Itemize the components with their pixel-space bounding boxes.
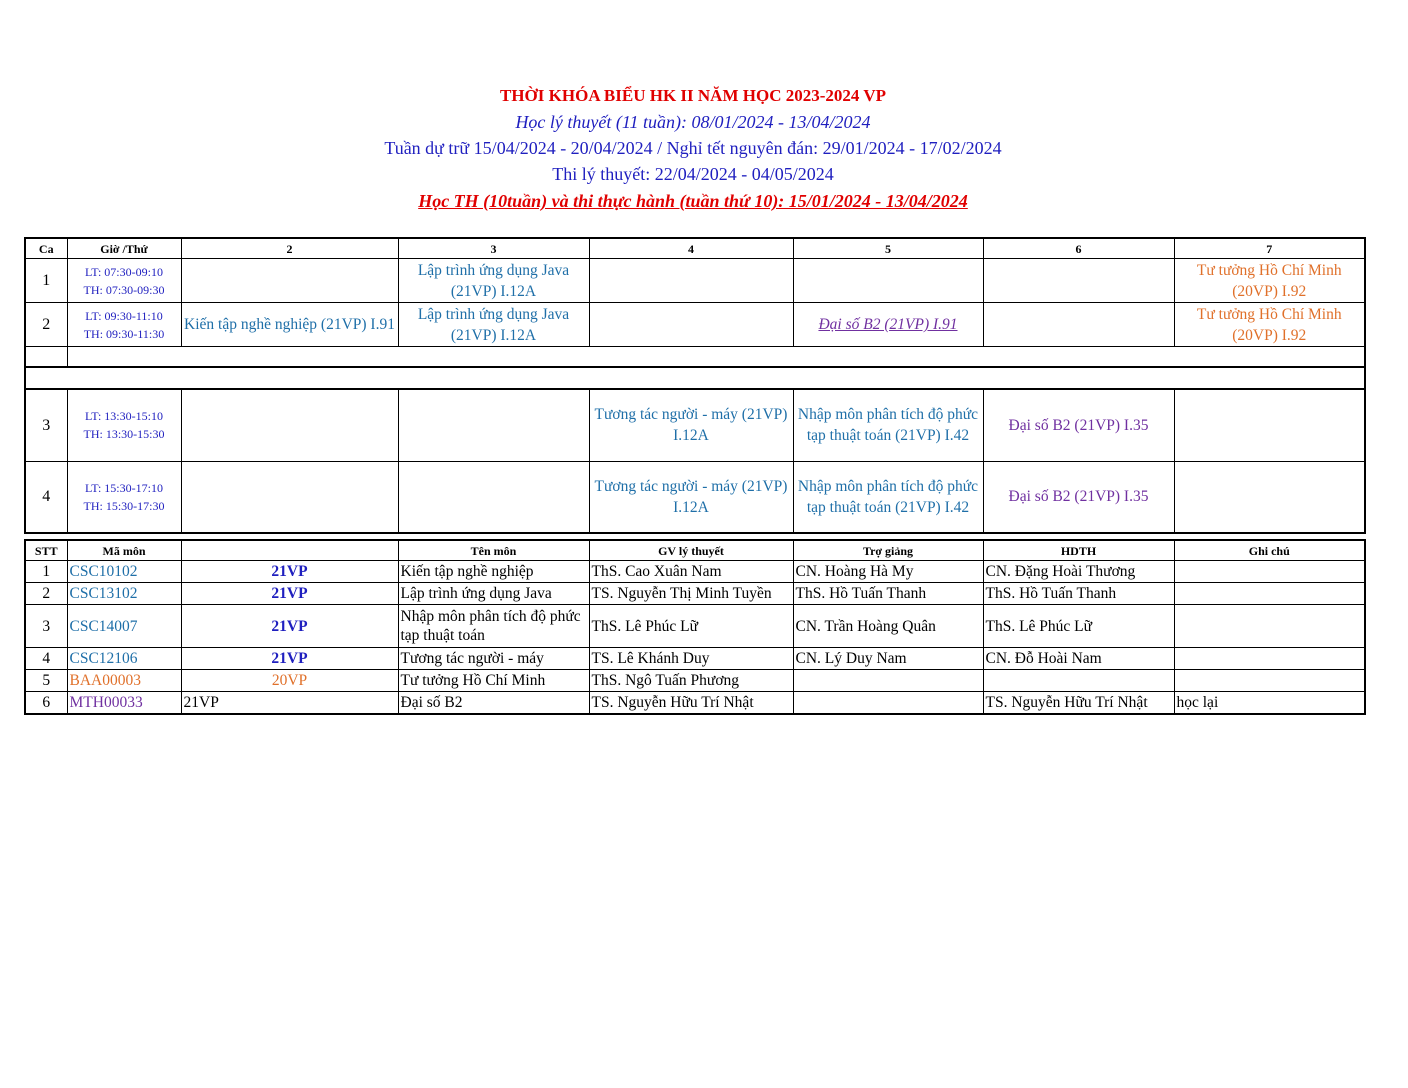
cell-day7 bbox=[1174, 389, 1365, 461]
col-class-header bbox=[181, 540, 398, 561]
subject-note bbox=[1174, 670, 1365, 692]
subject-lab bbox=[983, 670, 1174, 692]
col-day7-header: 7 bbox=[1174, 238, 1365, 259]
cell-day6: Đại số B2 (21VP) I.35 bbox=[983, 389, 1174, 461]
subject-lab: CN. Đặng Hoài Thương bbox=[983, 561, 1174, 583]
cell-day3: Lập trình ứng dụng Java (21VP) I.12A bbox=[398, 259, 589, 303]
subject-lab: ThS. Hồ Tuấn Thanh bbox=[983, 583, 1174, 605]
subject-row bbox=[25, 692, 1365, 715]
subject-name: Lập trình ứng dụng Java bbox=[398, 583, 589, 605]
subjects-header bbox=[25, 540, 1365, 561]
cell-day5: Nhập môn phân tích độ phức tạp thuật toán (21VP) I.42 bbox=[793, 389, 983, 461]
subject-lab: ThS. Lê Phúc Lữ bbox=[983, 605, 1174, 648]
ca-number: 3 bbox=[25, 389, 67, 461]
subject-note: học lại bbox=[1174, 692, 1365, 715]
col-day2-header: 2 bbox=[181, 238, 398, 259]
cell-day6 bbox=[983, 259, 1174, 303]
time-slot: LT: 07:30-09:10 TH: 07:30-09:30 bbox=[67, 259, 181, 303]
subject-lecturer: ThS. Lê Phúc Lữ bbox=[589, 605, 793, 648]
col-day5-header: 5 bbox=[793, 238, 983, 259]
subject-row bbox=[25, 670, 1365, 692]
subject-code: CSC13102 bbox=[67, 583, 181, 605]
subject-ta: ThS. Hồ Tuấn Thanh bbox=[793, 583, 983, 605]
subject-class: 21VP bbox=[181, 583, 398, 605]
subject-row bbox=[25, 605, 1365, 648]
subject-lecturer: TS. Nguyễn Hữu Trí Nhật bbox=[589, 692, 793, 715]
col-lecturer-header: GV lý thuyết bbox=[589, 540, 793, 561]
col-day4-header: 4 bbox=[589, 238, 793, 259]
subject-ta: CN. Hoàng Hà My bbox=[793, 561, 983, 583]
subject-code: BAA00003 bbox=[67, 670, 181, 692]
subject-lecturer: TS. Lê Khánh Duy bbox=[589, 648, 793, 670]
subject-stt: 6 bbox=[25, 692, 67, 715]
col-ta-header: Trợ giảng bbox=[793, 540, 983, 561]
subject-lecturer: ThS. Ngô Tuấn Phương bbox=[589, 670, 793, 692]
subject-code: CSC12106 bbox=[67, 648, 181, 670]
subject-class: 21VP bbox=[181, 692, 398, 715]
subject-stt: 1 bbox=[25, 561, 67, 583]
cell-day4: Tương tác người - máy (21VP) I.12A bbox=[589, 389, 793, 461]
subject-name: Nhập môn phân tích độ phức tạp thuật toán bbox=[398, 605, 589, 648]
reserve-holiday-period: Tuần dự trữ 15/04/2024 - 20/04/2024 / Nghỉ tết nguyên đán: 29/01/2024 - 17/02/2024 bbox=[384, 138, 1002, 158]
subject-ta: CN. Trần Hoàng Quân bbox=[793, 605, 983, 648]
col-time-header: Giờ /Thứ bbox=[67, 238, 181, 259]
cell-day6: Đại số B2 (21VP) I.35 bbox=[983, 461, 1174, 533]
ca-number: 4 bbox=[25, 461, 67, 533]
page-title: THỜI KHÓA BIỂU HK II NĂM HỌC 2023-2024 VP bbox=[500, 86, 886, 105]
col-lab-header: HDTH bbox=[983, 540, 1174, 561]
section-separator bbox=[25, 367, 1365, 389]
cell-day4 bbox=[589, 303, 793, 347]
time-slot: LT: 09:30-11:10 TH: 09:30-11:30 bbox=[67, 303, 181, 347]
subjects-table bbox=[24, 539, 1366, 715]
subject-stt: 2 bbox=[25, 583, 67, 605]
col-note-header: Ghi chú bbox=[1174, 540, 1365, 561]
theory-exam-period: Thi lý thuyết: 22/04/2024 - 04/05/2024 bbox=[552, 164, 834, 184]
practice-period: Học TH (10tuần) và thi thực hành (tuần thứ 10): 15/01/2024 - 13/04/2024 bbox=[418, 191, 968, 211]
subject-row bbox=[25, 583, 1365, 605]
cell-day7: Tư tưởng Hồ Chí Minh (20VP) I.92 bbox=[1174, 303, 1365, 347]
lunch-break-row bbox=[25, 347, 1365, 368]
cell-day7: Tư tưởng Hồ Chí Minh (20VP) I.92 bbox=[1174, 259, 1365, 303]
cell-day7 bbox=[1174, 461, 1365, 533]
subject-row bbox=[25, 561, 1365, 583]
cell-day4: Tương tác người - máy (21VP) I.12A bbox=[589, 461, 793, 533]
cell-day5: Nhập môn phân tích độ phức tạp thuật toán (21VP) I.42 bbox=[793, 461, 983, 533]
ca-number: 1 bbox=[25, 259, 67, 303]
cell-day3 bbox=[398, 461, 589, 533]
subject-class: 20VP bbox=[181, 670, 398, 692]
subject-name: Tương tác người - máy bbox=[398, 648, 589, 670]
subject-class: 21VP bbox=[181, 648, 398, 670]
col-code-header: Mã môn bbox=[67, 540, 181, 561]
subject-lecturer: TS. Nguyễn Thị Minh Tuyền bbox=[589, 583, 793, 605]
subject-name: Đại số B2 bbox=[398, 692, 589, 715]
subject-name: Kiến tập nghề nghiệp bbox=[398, 561, 589, 583]
subject-ta bbox=[793, 670, 983, 692]
subject-ta bbox=[793, 692, 983, 715]
cell-day2 bbox=[181, 389, 398, 461]
subject-ta: CN. Lý Duy Nam bbox=[793, 648, 983, 670]
timetable bbox=[24, 237, 1366, 534]
cell-day5 bbox=[793, 259, 983, 303]
cell-day3 bbox=[398, 389, 589, 461]
subject-code: CSC10102 bbox=[67, 561, 181, 583]
subject-lab: TS. Nguyễn Hữu Trí Nhật bbox=[983, 692, 1174, 715]
subject-code: CSC14007 bbox=[67, 605, 181, 648]
cell-day2 bbox=[181, 259, 398, 303]
subject-note bbox=[1174, 605, 1365, 648]
cell-day5: Đại số B2 (21VP) I.91 bbox=[793, 303, 983, 347]
timetable-header bbox=[25, 238, 1365, 259]
subject-note bbox=[1174, 648, 1365, 670]
col-stt-header: STT bbox=[25, 540, 67, 561]
subject-stt: 5 bbox=[25, 670, 67, 692]
subject-name: Tư tưởng Hồ Chí Minh bbox=[398, 670, 589, 692]
col-ca-header: Ca bbox=[25, 238, 67, 259]
time-slot: LT: 15:30-17:10 TH: 15:30-17:30 bbox=[67, 461, 181, 533]
subject-note bbox=[1174, 561, 1365, 583]
subject-row bbox=[25, 648, 1365, 670]
timetable-row bbox=[25, 389, 1365, 461]
subject-code: MTH00033 bbox=[67, 692, 181, 715]
col-day6-header: 6 bbox=[983, 238, 1174, 259]
cell-day3: Lập trình ứng dụng Java (21VP) I.12A bbox=[398, 303, 589, 347]
col-day3-header: 3 bbox=[398, 238, 589, 259]
subject-stt: 3 bbox=[25, 605, 67, 648]
subject-note bbox=[1174, 583, 1365, 605]
theory-period: Học lý thuyết (11 tuần): 08/01/2024 - 13/04/2024 bbox=[515, 112, 871, 132]
subject-lab: CN. Đỗ Hoài Nam bbox=[983, 648, 1174, 670]
timetable-row bbox=[25, 303, 1365, 347]
subject-lecturer: ThS. Cao Xuân Nam bbox=[589, 561, 793, 583]
cell-day4 bbox=[589, 259, 793, 303]
col-name-header: Tên môn bbox=[398, 540, 589, 561]
ca-number: 2 bbox=[25, 303, 67, 347]
time-slot: LT: 13:30-15:10 TH: 13:30-15:30 bbox=[67, 389, 181, 461]
subject-class: 21VP bbox=[181, 561, 398, 583]
subject-stt: 4 bbox=[25, 648, 67, 670]
cell-day2 bbox=[181, 461, 398, 533]
timetable-row bbox=[25, 259, 1365, 303]
cell-day2: Kiến tập nghề nghiệp (21VP) I.91 bbox=[181, 303, 398, 347]
subject-class: 21VP bbox=[181, 605, 398, 648]
timetable-row bbox=[25, 461, 1365, 533]
cell-day6 bbox=[983, 303, 1174, 347]
